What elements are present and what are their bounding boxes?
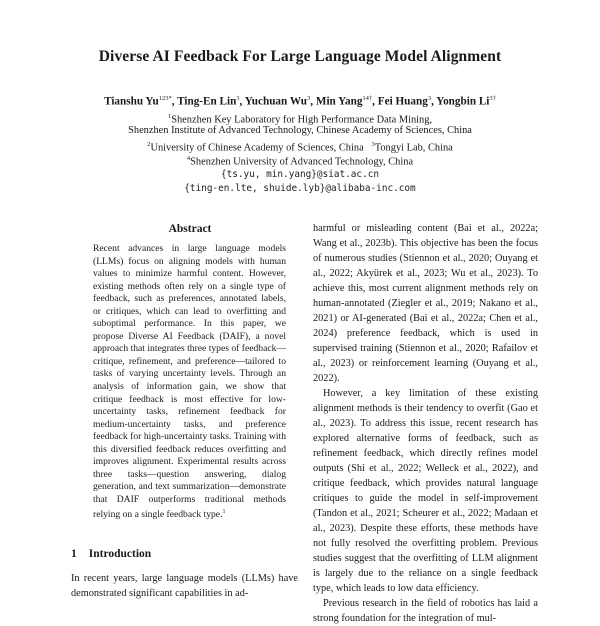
affiliation-text: University of Chinese Academy of Sciences, China (150, 142, 364, 154)
footnote-marker: 1 (222, 509, 226, 516)
author-name: Fei Huang (377, 95, 428, 108)
abstract-text: Recent advances in large language models (LLMs) focus on aligning models with human values to minimize harmful content. However, existing methods often rely on a single type of feedback, such as preferences, annotated labels, or critiques, which can lead to overfitting and suboptimal performance. In this paper, we propose Diverse AI Feedback (DAIF), a novel approach that integrates three types of feedback—critique, refinement, and preference—tailored to tasks of varying uncertainty levels. Through an analysis of information gain, we show that critique feedback is most effective for low-uncertainty tasks, refinement feedback for medium-uncertainty tasks, and preference feedback for high-uncertainty tasks. Training with this diversified feedback reduces overfitting and improves alignment. Experimental results across three tasks—question answering, dialog generation, and text summarization—demonstrate that DAIF outperforms traditional methods relying on a single feedback type. (93, 243, 286, 521)
section-number: 1 (71, 548, 77, 560)
author-affil-marker: 3† (489, 95, 496, 102)
affiliation-text: Shenzhen University of Advanced Technology, China (190, 156, 414, 168)
section-heading-introduction (71, 548, 151, 560)
author-affil-marker: 3 (236, 95, 240, 102)
author-affil-marker: 14† (362, 95, 373, 102)
author-affil-marker: 3 (427, 95, 432, 102)
author-name: Yuchuan Wu (244, 95, 308, 108)
author-name: Min Yang (315, 95, 363, 108)
body-paragraph: harmful or misleading content (Bai et al., 2022a; Wang et al., 2023b). This objective has been the focus of numerous studies (Stiennon et al., 2020; Ouyang et al., 2022; Akyürek et al., 2023; Wu et al., 2023). To achieve this, most current alignment methods rely on human-annotated (Ziegler et al., 2019; Nakano et al., 2021) or AI-generated (Bai et al., 2022a; Chen et al., 2024) preference feedback, which is used in supervised training (Stiennon et al., 2020; Rafailov et al., 2023) or reinforcement learning (Ouyang et al., 2022). (313, 223, 538, 384)
affiliation-4 (0, 152, 600, 169)
affiliation-text: Shenzhen Key Laboratory for High Performance Data Mining, (171, 114, 433, 126)
paper-title: Diverse AI Feedback For Large Language Model Alignment (98, 48, 502, 65)
author-name: Tianshu Yu (104, 95, 159, 108)
right-column (313, 221, 538, 626)
author-list: Tianshu $Yu^{123*}$, Ting-En Lin$^3$, Yuchuan Wu$^3$, Min Yang$^{14\dagger}$, Fei Huang$^3$, Yongbin $Li^{3\dagger}$ (104, 95, 496, 108)
affil-marker: 4 (186, 155, 191, 162)
author-affil-marker: 3 (307, 95, 311, 102)
author-name: Yongbin Li (436, 95, 490, 108)
affil-marker: 2 (147, 141, 151, 148)
abstract-heading: Abstract (168, 223, 212, 235)
body-paragraph: However, a key limitation of these existing alignment methods is their tendency to overfit (Gao et al., 2023). To address this issue, recent research has explored alternative forms of feedback, such as refinement feedback, which directly refines model outputs (Shi et al., 2022; Welleck et al., 2022), and critique feedback, which provides natural language critiques to guide the model in self-improvement (Tandon et al., 2021; Scheurer et al., 2022; Madaan et al., 2023). Despite these efforts, these methods have not fully resolved the overfitting problem. Previous studies suggest that the overfitting of LLM alignment is largely due to the reliance on a single feedback type, which leads to low data efficiency. (313, 388, 538, 594)
affiliation-text: Tongyi Lab, China (374, 142, 453, 154)
affil-marker: 1 (167, 113, 172, 120)
intro-paragraph: In recent years, large language models (LLMs) have demonstrated significant capabilities in ad- (71, 573, 298, 599)
abstract-body (93, 243, 286, 522)
body-paragraph: Previous research in the field of robotics has laid a strong foundation for the integration of mul- (313, 598, 538, 624)
email-line-2: {ting-en.lte, shuide.lyb}@alibaba-inc.com (184, 183, 416, 194)
email-line-1: {ts.yu, min.yang}@siat.ac.cn (220, 169, 380, 180)
affiliation-1-cont (0, 124, 600, 138)
author-affil-marker: 123* (158, 95, 172, 102)
author-name: Ting-En Lin (177, 95, 237, 108)
section-title: Introduction (88, 548, 152, 560)
affil-marker: 3 (371, 141, 375, 148)
affiliation-text: Shenzhen Institute of Advanced Technology, Chinese Academy of Sciences, China (128, 125, 472, 136)
